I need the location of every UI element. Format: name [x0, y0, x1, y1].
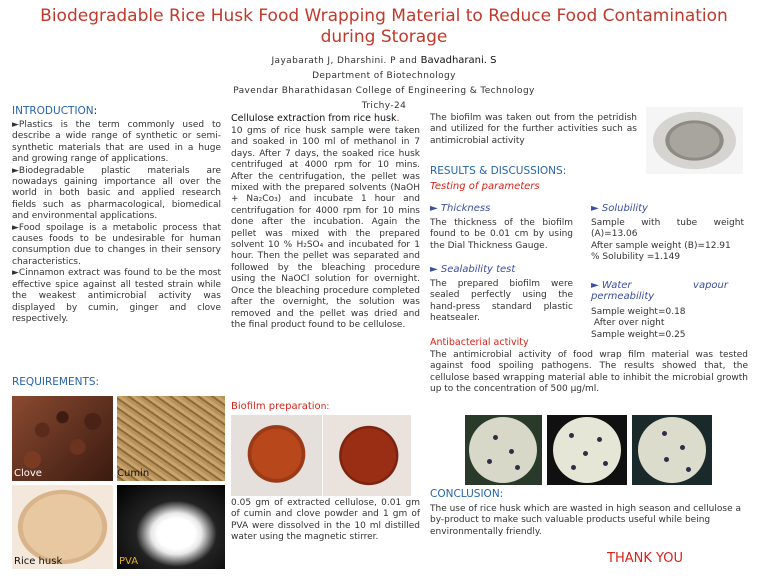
water-vapour-line: After over night: [591, 318, 665, 329]
cellulose-heading: [231, 113, 400, 124]
plate-spot: [509, 449, 514, 454]
water-vapour-title-row: [591, 280, 728, 291]
plate-spot: [569, 433, 574, 438]
plate-spot: [571, 465, 576, 470]
authors-names: Jayabarath J, Dharshini. P and: [271, 56, 418, 66]
cellulose-heading-text: Cellulose extraction from rice husk: [231, 113, 397, 124]
intro-bullet: ►Plastics is the term commonly used to describe a wide range of synthetic or semi-synthetic materials that are used in a huge and growing range of applications.: [12, 120, 221, 165]
introduction-heading-text: INTRODUCTION: [12, 105, 94, 117]
water-vapour-title-a: ► Water: [591, 280, 632, 291]
cellulose-body: 10 gms of rice husk sample were taken and soaked in 100 ml of methanol in 7 days. After 7 days, the soaked rice husk centrifuged at 4000 rpm for 10 mins. After the centrifugation, the pellet was mixed with the prepared solvents (NaOH + Na₂Co₃) and incubate 1 hour and centrifugation for 4000 rpm for 10 mins done after the incubation. Again the pellet was mixed with the prepared solvent 10 % H₂SO₄ and incubated for 1 hour. Then the pellet was separated and followed by the bleaching procedure using the NaOCl solution for overnight. Once the bleaching procedure completed after the overnight, the solution was removed and the pellet was dried and the final product found to be cellulose.: [231, 126, 420, 330]
solubility-heading: ► Solubility: [591, 203, 648, 214]
clove-label: Clove: [14, 468, 42, 479]
biofilm-heading-text: Biofilm preparatio: [231, 401, 321, 412]
biofilm-powder-image-2: [323, 415, 411, 496]
sealability-heading: ► Sealability test: [430, 264, 516, 275]
college-name: Pavendar Bharathidasan College of Engineering & Technology: [233, 86, 535, 96]
requirements-heading: REQUIREMENTS:: [12, 376, 100, 388]
rice-husk-image: [12, 485, 113, 569]
biofilm-body: 0.05 gm of extracted cellulose, 0.01 gm of cumin and clove powder and 1 gm of PVA were dissolved in the 10 ml distilled water using the magnetic stirrer.: [231, 498, 420, 543]
intro-bullet: ►Food spoilage is a metabolic process that causes foods to be undesirable for human consumption due to changes in their sensory characteristics.: [12, 222, 221, 267]
clove-image: [12, 396, 113, 481]
biofilm-heading: [231, 401, 329, 412]
introduction-body: [12, 120, 221, 325]
plate-spot: [597, 437, 602, 442]
department: Department of Biotechnology: [312, 71, 456, 81]
solubility-line: % Solubility =1.149: [591, 252, 681, 263]
results-heading: RESULTS & DISCUSSIONS:: [430, 165, 567, 177]
thickness-heading: ► Thickness: [430, 203, 491, 214]
antibacterial-plate-2: [547, 415, 627, 485]
water-vapour-heading: [591, 280, 728, 302]
water-vapour-title-c: permeability: [591, 291, 655, 302]
plate-spot: [686, 467, 691, 472]
city: Trichy-24: [361, 101, 407, 111]
plate-spot: [662, 431, 667, 436]
solubility-body: [591, 218, 744, 264]
water-vapour-body: [591, 307, 744, 341]
plate-spot: [583, 451, 588, 456]
plate-spot: [680, 445, 685, 450]
antibacterial-plate-3: [632, 415, 712, 485]
testing-parameters-heading: Testing of parameters: [430, 181, 540, 192]
pva-label: PVA: [119, 556, 139, 567]
water-vapour-title-b: vapour: [693, 280, 728, 291]
plate-spot: [515, 465, 520, 470]
author-name-bavadharani: Bavadharani. S: [420, 55, 497, 66]
plate-dish: [553, 417, 621, 483]
water-vapour-line: Sample weight=0.25: [591, 329, 686, 340]
pva-image: [117, 485, 225, 569]
plate-spot: [664, 457, 669, 462]
introduction-heading: [12, 105, 97, 117]
thickness-body: The thickness of the biofilm found to be 0.01 cm by using the Dial Thickness Gauge.: [430, 218, 573, 251]
antibacterial-body: The antimicrobial activity of food wrap film material was tested against food spoiling pathogens. The results showed that, the cellulose based wrapping material able to inhibit the microbial growth up to the concentration of 500 μg/ml.: [430, 350, 748, 395]
intro-bullet: ►Biodegradable plastic materials are nowadays gaining importance all over the world in both basic and applied research fields such as pharmacological, biomedical and environmental applications.: [12, 165, 221, 222]
plate-spot: [603, 461, 608, 466]
antibacterial-plate-1: [465, 415, 542, 485]
biofilm-petridish-image: [646, 107, 743, 174]
plate-dish: [469, 417, 537, 483]
sealability-body: The prepared biofilm were sealed perfectly using the hand-press standard plastic heatsealer.: [430, 279, 573, 324]
biofilm-usage-text: The biofilm was taken out from the petridish and utilized for the further activities such as antimicrobial activity: [430, 113, 637, 146]
thank-you: THANK YOU: [607, 551, 683, 566]
rice-husk-label: Rice husk: [14, 556, 63, 567]
introduction-colon: :: [93, 105, 98, 117]
biofilm-heading-tail: n:: [320, 402, 330, 412]
poster-title: Biodegradable Rice Husk Food Wrapping Material to Reduce Food Contamination during Storage: [40, 6, 728, 47]
plate-spot: [493, 435, 498, 440]
plate-dish: [638, 417, 706, 483]
conclusion-body: The use of rice husk which are wasted in high season and cellulose a by-product to make such valuable products useful while being environmentally friendly.: [430, 504, 741, 537]
plate-spot: [487, 459, 492, 464]
cumin-image: [117, 396, 225, 481]
author-line: [150, 53, 618, 69]
cumin-label: Cumin: [117, 468, 150, 479]
solubility-line: Sample with tube weight (A)=13.06: [591, 218, 744, 240]
authors-block: [150, 53, 618, 114]
solubility-line: After sample weight (B)=12.91: [591, 240, 731, 251]
cellulose-heading-dot: .: [396, 113, 400, 124]
biofilm-powder-image-1: [231, 415, 322, 496]
intro-bullet: ►Cinnamon extract was found to be the most effective spice against all tested strain while the weakest antimicrobial activity was displayed by cumin, ginger and clove respectively.: [12, 268, 221, 324]
antibacterial-heading: Antibacterial activity: [430, 337, 529, 348]
water-vapour-line: Sample weight=0.18: [591, 307, 686, 317]
conclusion-heading: CONCLUSION:: [430, 488, 504, 500]
